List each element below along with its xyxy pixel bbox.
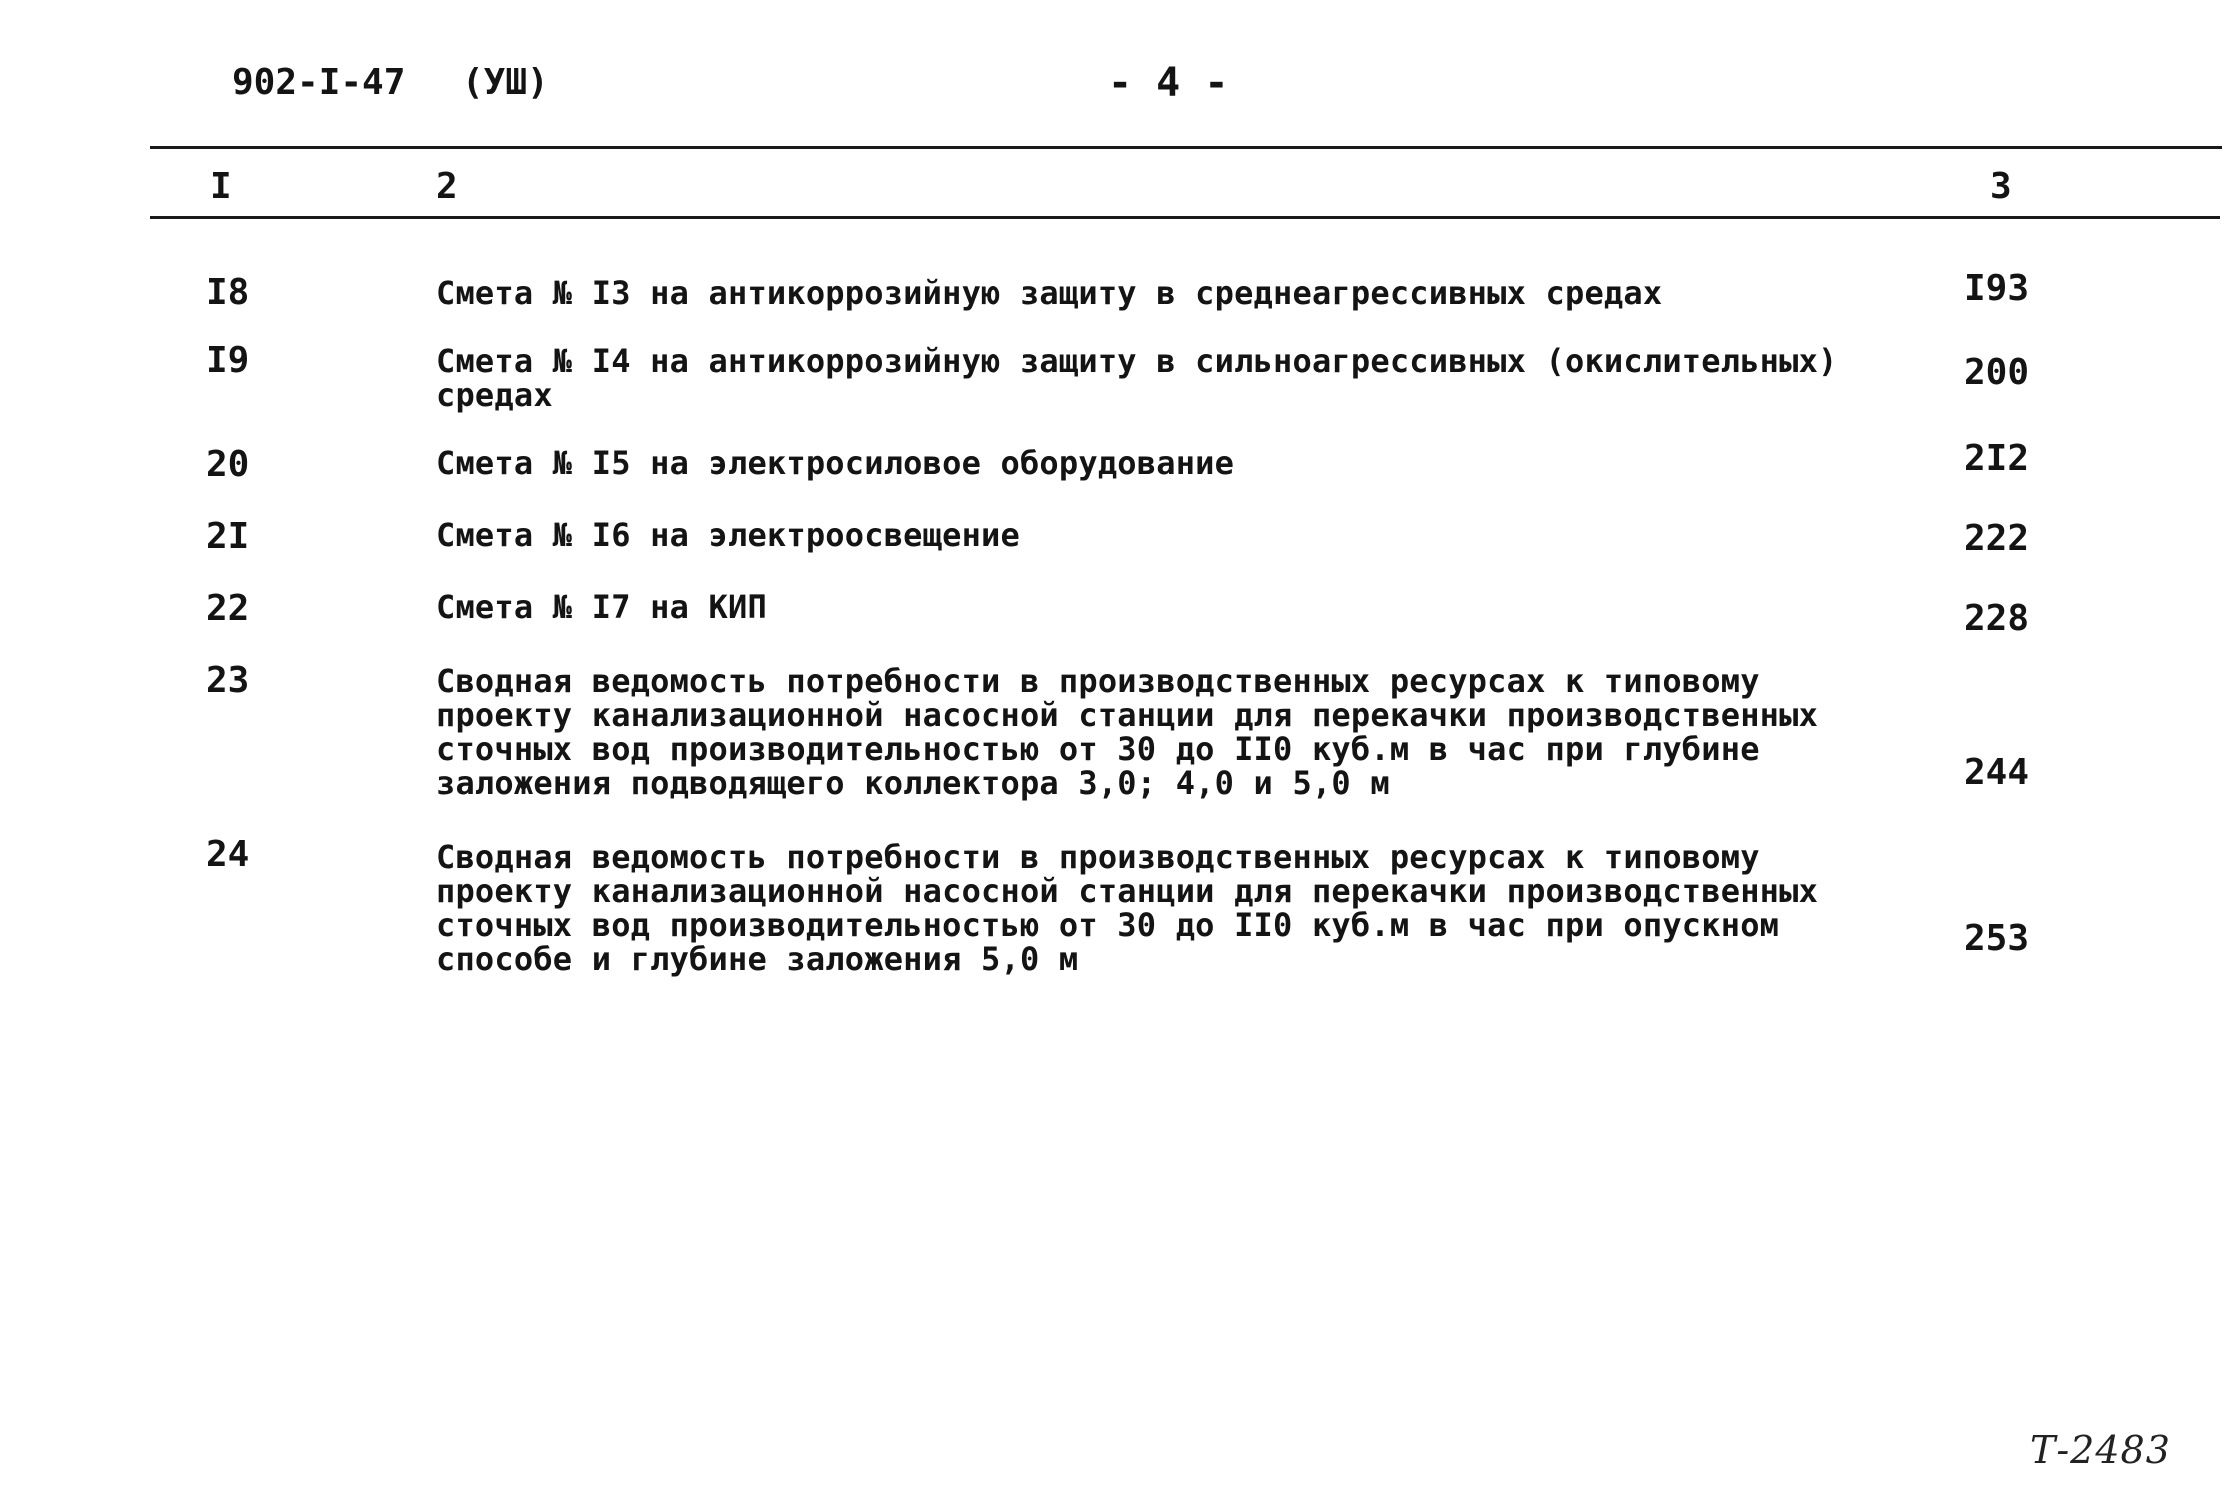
row-number: 20: [206, 444, 250, 485]
row-description: Смета № I7 на КИП: [436, 588, 767, 626]
row-description: Сводная ведомость потребности в производственных ресурсах к типовому проекту канализационной насосной станции для перекачки производственных сточных вод производительностью от 30 до II0 куб.м в час при глубине заложения подводящего коллектора 3,0; 4,0 и 5,0 м: [436, 662, 1819, 802]
row-page: 253: [1964, 918, 2030, 959]
row-page: 200: [1964, 352, 2030, 393]
archive-stamp: Т-2483: [2030, 1428, 2171, 1472]
row-number: 22: [206, 588, 250, 629]
page-number: - 4 -: [1108, 60, 1229, 106]
column-header-description: 2: [436, 166, 458, 207]
row-page: I93: [1964, 268, 2030, 309]
row-description: Сводная ведомость потребности в производственных ресурсах к типовому проекту канализационной насосной станции для перекачки производственных сточных вод производительностью от 30 до II0 куб.м в час при опускном способе и глубине заложения 5,0 м: [436, 838, 1819, 978]
column-header-number: I: [210, 166, 232, 207]
row-number: 2I: [206, 516, 250, 557]
row-description: Смета № I3 на антикоррозийную защиту в среднеагрессивных средах: [436, 274, 1663, 312]
row-page: 228: [1964, 598, 2030, 639]
row-page: 244: [1964, 752, 2030, 793]
column-header-page: 3: [1990, 166, 2012, 207]
row-description: Смета № I6 на электроосвещение: [436, 516, 1020, 554]
row-number: I9: [206, 340, 250, 381]
row-page: 222: [1964, 518, 2030, 559]
table-top-rule: [150, 146, 2222, 149]
table-header-rule: [150, 216, 2220, 219]
row-page: 2I2: [1964, 438, 2030, 479]
row-description: Смета № I4 на антикоррозийную защиту в сильноагрессивных (окислительных) средах: [436, 342, 1838, 414]
row-number: I8: [206, 272, 250, 313]
document-section: (УШ): [462, 62, 549, 103]
document-code: 902-I-47: [232, 62, 406, 103]
row-description: Смета № I5 на электросиловое оборудование: [436, 444, 1235, 482]
row-number: 24: [206, 834, 250, 875]
row-number: 23: [206, 660, 250, 701]
